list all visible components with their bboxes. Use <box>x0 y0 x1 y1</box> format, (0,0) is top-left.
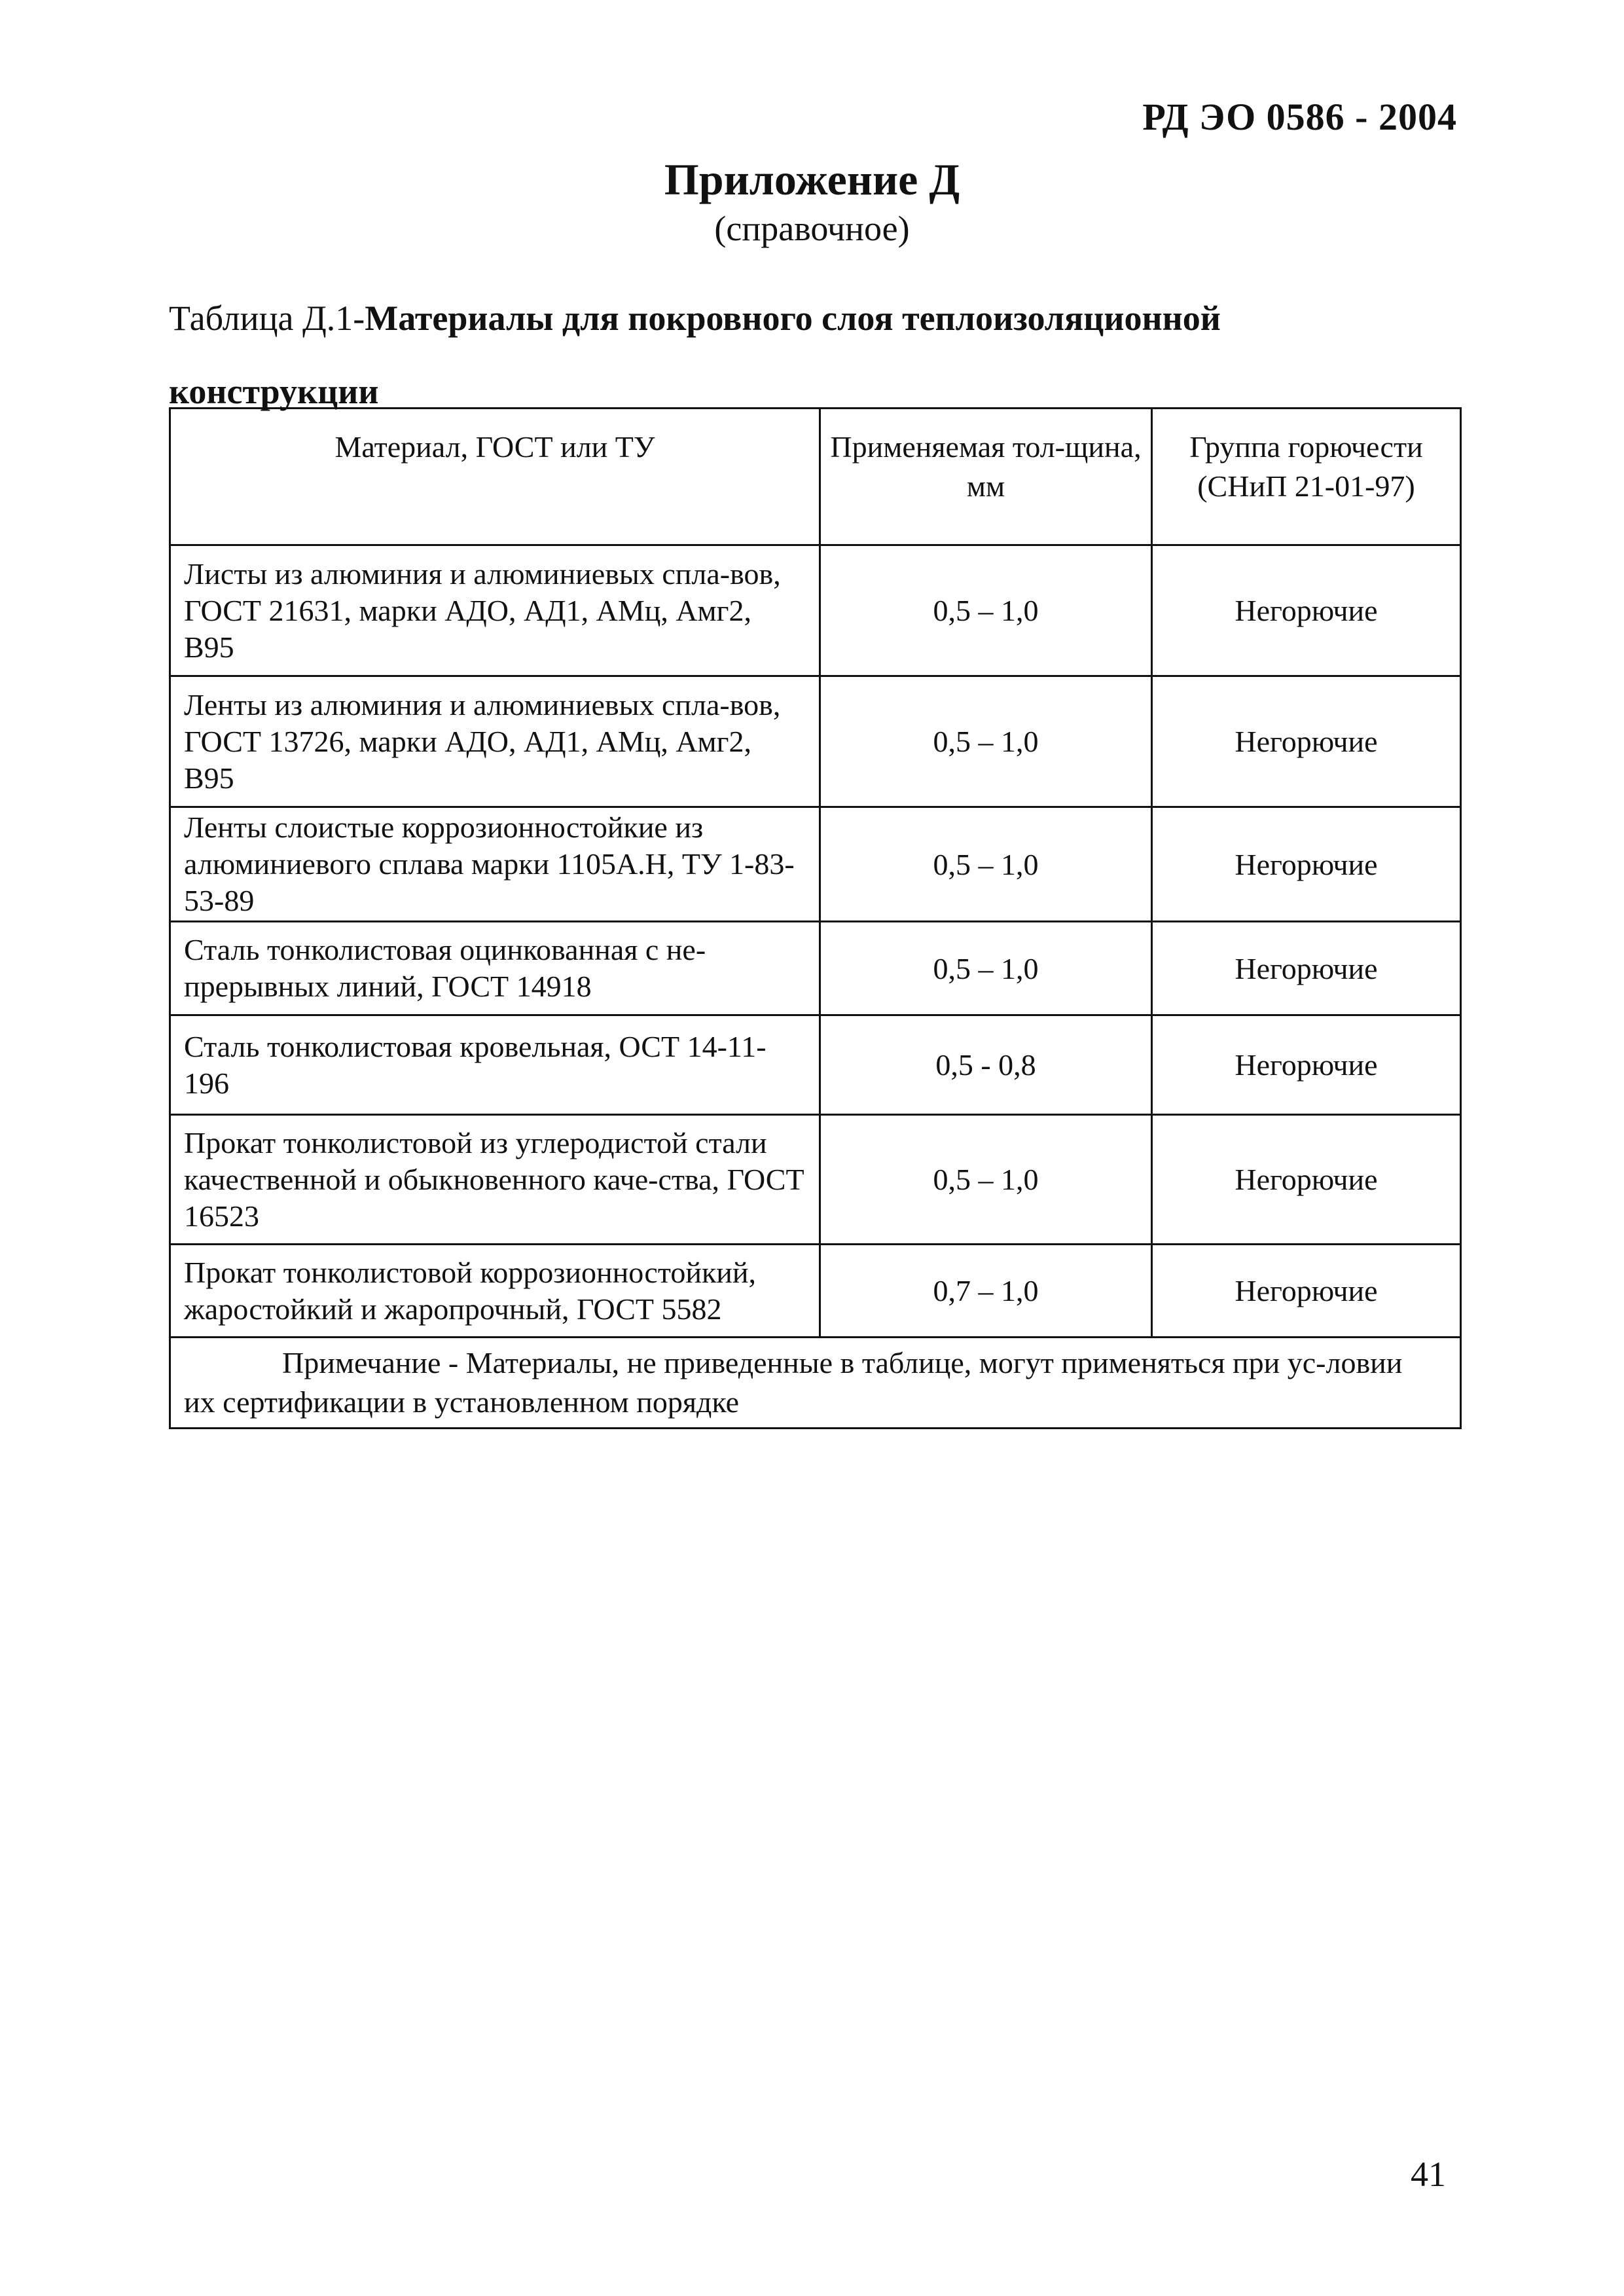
table-header-row <box>170 409 1461 545</box>
cell-flammability: Негорючие <box>1152 545 1461 676</box>
table-caption <box>169 282 1399 428</box>
cell-thickness: 0,5 – 1,0 <box>820 676 1152 807</box>
cell-material: Прокат тонколистовой коррозионностойкий, жаростойкий и жаропрочный, ГОСТ 5582 <box>170 1245 820 1338</box>
cell-flammability: Негорючие <box>1152 1245 1461 1338</box>
cell-thickness: 0,5 – 1,0 <box>820 545 1152 676</box>
cell-thickness: 0,7 – 1,0 <box>820 1245 1152 1338</box>
document-code: РД ЭО 0586 - 2004 <box>1142 96 1457 138</box>
cell-thickness: 0,5 – 1,0 <box>820 1115 1152 1245</box>
cell-flammability: Негорючие <box>1152 922 1461 1015</box>
table-row <box>170 1115 1461 1245</box>
header-thickness: Применяемая тол-щина, мм <box>820 409 1152 545</box>
cell-flammability: Негорючие <box>1152 1115 1461 1245</box>
header-material: Материал, ГОСТ или ТУ <box>170 409 820 545</box>
appendix-title: Приложение Д <box>664 155 960 204</box>
cell-material: Листы из алюминия и алюминиевых спла-вов, ГОСТ 21631, марки АДО, АД1, АМц, Амг2, В95 <box>170 545 820 676</box>
cell-thickness: 0,5 - 0,8 <box>820 1015 1152 1115</box>
cell-thickness: 0,5 – 1,0 <box>820 807 1152 922</box>
table-row <box>170 1015 1461 1115</box>
cell-flammability: Негорючие <box>1152 1015 1461 1115</box>
page-number: 41 <box>1411 2155 1446 2194</box>
table-note <box>170 1338 1461 1429</box>
table-row <box>170 922 1461 1015</box>
cell-thickness: 0,5 – 1,0 <box>820 922 1152 1015</box>
table-caption-prefix: Таблица Д.1- <box>169 299 365 338</box>
table-row <box>170 545 1461 676</box>
cell-flammability: Негорючие <box>1152 676 1461 807</box>
cell-material: Сталь тонколистовая кровельная, ОСТ 14-11-196 <box>170 1015 820 1115</box>
appendix-subtitle: (справочное) <box>714 209 910 248</box>
cell-material: Прокат тонколистовой из углеродистой стали качественной и обыкновенного каче-ства, ГОСТ 16523 <box>170 1115 820 1245</box>
materials-table <box>169 407 1462 1429</box>
table-note-row <box>170 1338 1461 1429</box>
table-row <box>170 1245 1461 1338</box>
cell-material: Ленты из алюминия и алюминиевых спла-вов, ГОСТ 13726, марки АДО, АД1, АМц, Амг2, В95 <box>170 676 820 807</box>
header-flammability: Группа горючести (СНиП 21-01-97) <box>1152 409 1461 545</box>
table-row <box>170 807 1461 922</box>
table-note-text: Примечание - Материалы, не приведенные в таблице, могут применяться при ус-ловии их сертификации в установленном порядке <box>184 1346 1403 1419</box>
cell-material: Ленты слоистые коррозионностойкие из алюминиевого сплава марки 1105А.Н, ТУ 1-83-53-89 <box>170 807 820 922</box>
table-caption-title: Материалы для покровного слоя теплоизоляционной конструкции <box>169 299 1221 411</box>
table-row <box>170 676 1461 807</box>
cell-material: Сталь тонколистовая оцинкованная с не-прерывных линий, ГОСТ 14918 <box>170 922 820 1015</box>
cell-flammability: Негорючие <box>1152 807 1461 922</box>
